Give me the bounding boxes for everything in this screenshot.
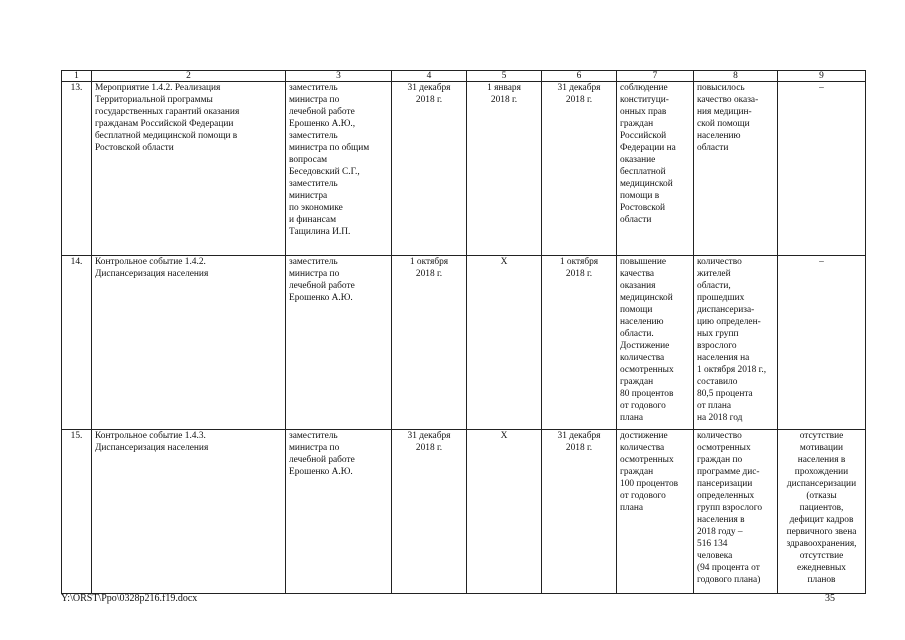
cell-line: 2018 г. xyxy=(415,269,443,279)
cell-line: первичного звена xyxy=(786,527,857,537)
cell-line: заместитель xyxy=(289,257,338,267)
cell-line: министра по xyxy=(289,95,340,105)
cell-line: Диспансеризация населения xyxy=(95,269,209,279)
cell-line: плана xyxy=(620,503,644,513)
cell-line: групп взрослого xyxy=(697,503,763,513)
cell-line: министра по xyxy=(289,443,340,453)
cell-line: 100 процентов xyxy=(620,479,679,489)
cell-line: прошедших xyxy=(697,293,745,303)
cell-line: 2018 г. xyxy=(565,269,593,279)
cell-line: населения в xyxy=(697,515,745,525)
cell-line: Ерошенко А.Ю. xyxy=(289,293,353,303)
cell-line: 1 января xyxy=(487,83,521,93)
cell-line: пансеризации xyxy=(697,479,753,489)
header-cell: 8 xyxy=(694,71,778,82)
cell-line: определенных xyxy=(697,491,755,501)
cell-line: бесплатной xyxy=(620,167,666,177)
cell-line: населения на xyxy=(697,353,750,363)
cell-line: ния медицин- xyxy=(697,107,752,117)
header-cell: 5 xyxy=(467,71,542,82)
cell-line: составило xyxy=(697,377,738,387)
cell-line: 2018 г. xyxy=(565,443,593,453)
cell-line: медицинской xyxy=(620,293,673,303)
cell-line: жителей xyxy=(697,269,731,279)
cell-line: Тащилина И.П. xyxy=(289,227,351,237)
header-cell: 3 xyxy=(286,71,392,82)
cell-line: области xyxy=(697,143,729,153)
cell-line: Ростовской xyxy=(620,203,666,213)
cell-line: мотивации xyxy=(799,443,844,453)
cell-line: Ерошенко А.Ю. xyxy=(289,467,353,477)
cell-line: отсутствие xyxy=(799,551,844,561)
cell-line: программе дис- xyxy=(697,467,760,477)
header-cell: 1 xyxy=(62,71,92,82)
cell-line: области xyxy=(620,215,652,225)
cell-line: Достижение xyxy=(620,341,670,351)
header-row xyxy=(62,71,866,82)
cell-line: количества xyxy=(620,353,665,363)
report-table xyxy=(61,70,866,594)
cell-line: 1 октября xyxy=(559,257,599,267)
cell-line: лечебной работе xyxy=(289,281,355,291)
cell-line: повышение xyxy=(620,257,667,267)
cell-line: онных прав xyxy=(620,107,667,117)
cell-line: населению xyxy=(697,131,741,141)
table-cell-c2 xyxy=(92,82,286,256)
cell-line: граждан xyxy=(620,119,654,129)
table-cell-c3 xyxy=(286,256,392,430)
header-cell: 6 xyxy=(542,71,617,82)
cell-line: количества xyxy=(620,443,665,453)
cell-line: заместитель xyxy=(289,131,338,141)
cell-line: помощи xyxy=(620,305,653,315)
cell-line: качества xyxy=(620,269,655,279)
table-cell-c9 xyxy=(778,82,866,256)
table-row xyxy=(62,82,866,256)
cell-line: области, xyxy=(697,281,731,291)
table-cell-c8 xyxy=(694,430,778,594)
table-cell-c5 xyxy=(467,82,542,256)
cell-line: оказания xyxy=(620,281,656,291)
cell-line: взрослого xyxy=(697,341,737,351)
cell-line: заместитель xyxy=(289,179,338,189)
cell-line: 2018 г. xyxy=(565,95,593,105)
cell-line: соблюдение xyxy=(620,83,668,93)
page-number: 35 xyxy=(825,593,835,604)
footer-file-path: Y:\ORST\Ppo\0328p216.f19.docx xyxy=(61,593,198,604)
cell-line: помощи в xyxy=(620,191,660,201)
table-cell-c4 xyxy=(392,82,467,256)
table-cell-c2 xyxy=(92,256,286,430)
cell-line: по экономике xyxy=(289,203,343,213)
table-cell-c9 xyxy=(778,256,866,430)
cell-line: министра xyxy=(289,191,328,201)
cell-line: оказание xyxy=(620,155,656,165)
cell-line: от плана xyxy=(697,401,732,411)
cell-line: Диспансеризация населения xyxy=(95,443,209,453)
cell-line: граждан по xyxy=(697,455,743,465)
cell-line: прохождении xyxy=(794,467,849,477)
cell-line: количество xyxy=(697,257,742,267)
cell-line: повысилось xyxy=(697,83,745,93)
cell-line: диспансеризации xyxy=(786,479,857,489)
table-cell-c6 xyxy=(542,256,617,430)
cell-line: заместитель xyxy=(289,83,338,93)
table-cell-c7 xyxy=(617,430,694,594)
table-row xyxy=(62,256,866,430)
cell-line: годового плана) xyxy=(697,575,761,585)
table-cell-c5 xyxy=(467,256,542,430)
cell-line: – xyxy=(819,257,824,267)
cell-line: качество оказа- xyxy=(697,95,759,105)
cell-line: от годового xyxy=(620,401,666,411)
cell-line: граждан xyxy=(620,377,654,387)
cell-line: 80,5 процента xyxy=(697,389,753,399)
cell-line: плана xyxy=(620,413,644,423)
cell-line: граждан xyxy=(620,467,654,477)
cell-line: населению xyxy=(620,317,664,327)
table-cell-c6 xyxy=(542,82,617,256)
cell-line: 31 декабря xyxy=(557,83,601,93)
cell-line: Х xyxy=(500,257,508,267)
table-cell-c8 xyxy=(694,82,778,256)
table-cell-c8 xyxy=(694,256,778,430)
cell-line: области. xyxy=(620,329,654,339)
cell-line: Контрольное событие 1.4.3. xyxy=(95,431,206,441)
cell-line: 2018 году – xyxy=(697,527,743,537)
cell-line: лечебной работе xyxy=(289,107,355,117)
cell-line: человека xyxy=(697,551,733,561)
cell-line: пациентов, xyxy=(799,503,844,513)
table-cell-c5 xyxy=(467,430,542,594)
cell-line: осмотренных xyxy=(620,455,674,465)
cell-line: и финансам xyxy=(289,215,337,225)
cell-line: бесплатной медицинской помощи в xyxy=(95,131,238,141)
table-cell-c2 xyxy=(92,430,286,594)
cell-line: Федерации на xyxy=(620,143,676,153)
cell-line: 31 декабря xyxy=(407,83,451,93)
cell-line: на 2018 год xyxy=(697,413,743,423)
cell-line: отсутствие xyxy=(799,431,844,441)
cell-line: Территориальной программы xyxy=(95,95,213,105)
cell-line: 2018 г. xyxy=(415,95,443,105)
table-cell-c9 xyxy=(778,430,866,594)
cell-line: Ерошенко А.Ю., xyxy=(289,119,356,129)
cell-line: осмотренных xyxy=(620,365,674,375)
cell-line: Х xyxy=(500,431,508,441)
cell-line: ных групп xyxy=(697,329,739,339)
table-cell-c3 xyxy=(286,82,392,256)
cell-line: цию определен- xyxy=(697,317,761,327)
row-number: 14. xyxy=(62,256,92,430)
table-cell-c4 xyxy=(392,430,467,594)
cell-line: здравоохранения, xyxy=(786,539,857,549)
cell-line: ской помощи xyxy=(697,119,750,129)
cell-line: населения в xyxy=(797,455,846,465)
cell-line: количество xyxy=(697,431,742,441)
cell-line: 31 декабря xyxy=(407,431,451,441)
cell-line: 2018 г. xyxy=(490,95,518,105)
table-cell-c7 xyxy=(617,82,694,256)
cell-line: вопросам xyxy=(289,155,328,165)
table-row xyxy=(62,430,866,594)
row-number: 13. xyxy=(62,82,92,256)
cell-line: Российской xyxy=(620,131,667,141)
table-body xyxy=(62,71,866,594)
cell-line: 1 октября 2018 г., xyxy=(697,365,767,375)
cell-line: (94 процента от xyxy=(697,563,760,573)
table-cell-c6 xyxy=(542,430,617,594)
cell-line: лечебной работе xyxy=(289,455,355,465)
cell-line: министра по xyxy=(289,269,340,279)
table-cell-c4 xyxy=(392,256,467,430)
cell-line: достижение xyxy=(620,431,668,441)
cell-line: Ростовской области xyxy=(95,143,174,153)
cell-line: (отказы xyxy=(806,491,837,501)
cell-line: гражданам Российской Федерации xyxy=(95,119,234,129)
row-number: 15. xyxy=(62,430,92,594)
cell-line: Беседовский С.Г., xyxy=(289,167,360,177)
cell-line: ежедневных xyxy=(797,563,846,573)
table-cell-c3 xyxy=(286,430,392,594)
cell-line: – xyxy=(819,83,824,93)
cell-line: государственных гарантий оказания xyxy=(95,107,240,117)
cell-line: осмотренных xyxy=(697,443,751,453)
cell-line: заместитель xyxy=(289,431,338,441)
cell-line: 80 процентов xyxy=(620,389,674,399)
cell-line: 31 декабря xyxy=(557,431,601,441)
cell-line: Мероприятие 1.4.2. Реализация xyxy=(95,83,221,93)
cell-line: 1 октября xyxy=(409,257,449,267)
cell-line: 516 134 xyxy=(697,539,728,549)
table-cell-c7 xyxy=(617,256,694,430)
cell-line: Контрольное событие 1.4.2. xyxy=(95,257,206,267)
header-cell: 2 xyxy=(92,71,286,82)
cell-line: дефицит кадров xyxy=(789,515,854,525)
cell-line: диспансериза- xyxy=(697,305,755,315)
cell-line: планов xyxy=(807,575,836,585)
cell-line: конституци- xyxy=(620,95,669,105)
cell-line: от годового xyxy=(620,491,666,501)
cell-line: министра по общим xyxy=(289,143,370,153)
header-cell: 9 xyxy=(778,71,866,82)
header-cell: 7 xyxy=(617,71,694,82)
cell-line: 2018 г. xyxy=(415,443,443,453)
header-cell: 4 xyxy=(392,71,467,82)
cell-line: медицинской xyxy=(620,179,673,189)
